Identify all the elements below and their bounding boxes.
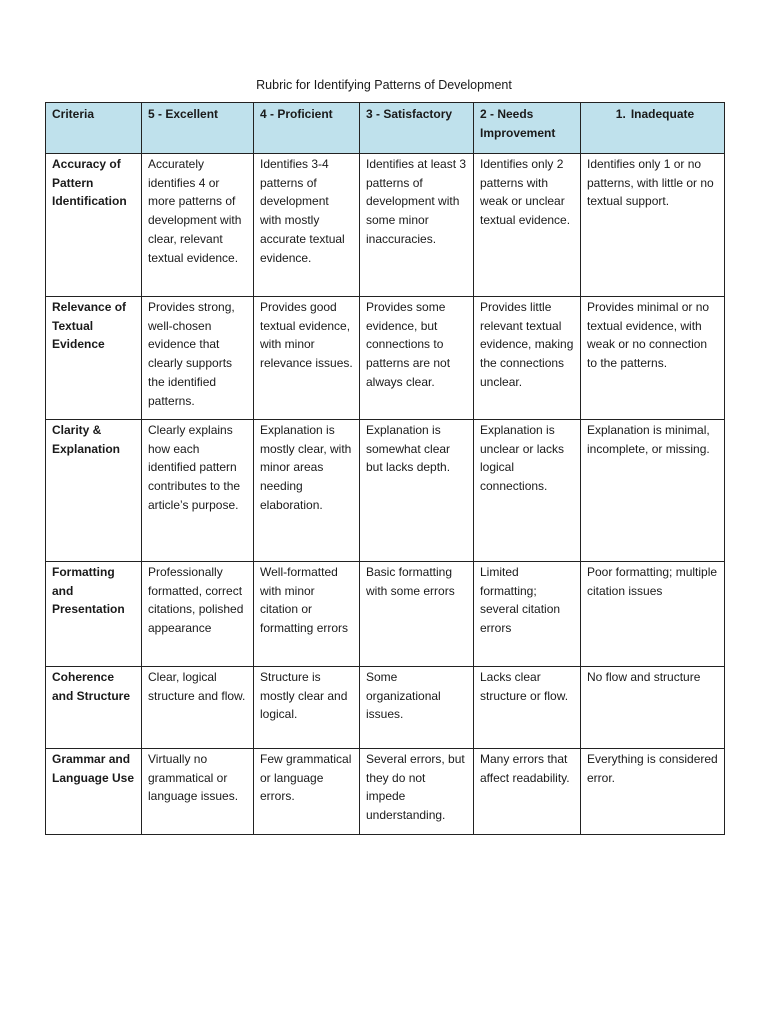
- document-title: Rubric for Identifying Patterns of Development: [256, 78, 512, 92]
- needs-improvement-cell: Limited formatting; several citation errors: [474, 562, 581, 667]
- rubric-table: [45, 102, 725, 835]
- satisfactory-cell: Some organizational issues.: [360, 667, 474, 749]
- needs-improvement-cell: Identifies only 2 patterns with weak or unclear textual evidence.: [474, 154, 581, 297]
- inadequate-cell: Poor formatting; multiple citation issues: [581, 562, 725, 667]
- criteria-cell: Formatting and Presentation: [46, 562, 142, 667]
- header-excellent: 5 - Excellent: [142, 103, 254, 154]
- criteria-cell: Coherence and Structure: [46, 667, 142, 749]
- inadequate-cell: Explanation is minimal, incomplete, or missing.: [581, 420, 725, 562]
- table-header-row: [46, 103, 725, 154]
- inadequate-cell: No flow and structure: [581, 667, 725, 749]
- proficient-cell: Identifies 3-4 patterns of development with mostly accurate textual evidence.: [254, 154, 360, 297]
- table-row: [46, 420, 725, 562]
- excellent-cell: Provides strong, well-chosen evidence that clearly supports the identified patterns.: [142, 297, 254, 420]
- table-row: [46, 154, 725, 297]
- header-proficient: 4 - Proficient: [254, 103, 360, 154]
- satisfactory-cell: Basic formatting with some errors: [360, 562, 474, 667]
- criteria-cell: Accuracy of Pattern Identification: [46, 154, 142, 297]
- needs-improvement-cell: Provides little relevant textual evidence, making the connections unclear.: [474, 297, 581, 420]
- header-inadequate-number: 1.: [615, 107, 626, 121]
- proficient-cell: Structure is mostly clear and logical.: [254, 667, 360, 749]
- inadequate-cell: Everything is considered error.: [581, 749, 725, 835]
- table-row: [46, 667, 725, 749]
- proficient-cell: Few grammatical or language errors.: [254, 749, 360, 835]
- excellent-cell: Accurately identifies 4 or more patterns of development with clear, relevant textual evidence.: [142, 154, 254, 297]
- satisfactory-cell: Several errors, but they do not impede understanding.: [360, 749, 474, 835]
- criteria-cell: Grammar and Language Use: [46, 749, 142, 835]
- header-criteria: Criteria: [46, 103, 142, 154]
- inadequate-cell: Identifies only 1 or no patterns, with little or no textual support.: [581, 154, 725, 297]
- proficient-cell: Provides good textual evidence, with minor relevance issues.: [254, 297, 360, 420]
- needs-improvement-cell: Explanation is unclear or lacks logical connections.: [474, 420, 581, 562]
- proficient-cell: Well-formatted with minor citation or formatting errors: [254, 562, 360, 667]
- needs-improvement-cell: Many errors that affect readability.: [474, 749, 581, 835]
- header-needs-improvement: 2 - Needs Improvement: [474, 103, 581, 154]
- criteria-cell: Clarity & Explanation: [46, 420, 142, 562]
- inadequate-cell: Provides minimal or no textual evidence, with weak or no connection to the patterns.: [581, 297, 725, 420]
- excellent-cell: Clearly explains how each identified pattern contributes to the article’s purpose.: [142, 420, 254, 562]
- excellent-cell: Professionally formatted, correct citations, polished appearance: [142, 562, 254, 667]
- satisfactory-cell: Provides some evidence, but connections to patterns are not always clear.: [360, 297, 474, 420]
- criteria-cell: Relevance of Textual Evidence: [46, 297, 142, 420]
- header-satisfactory: 3 - Satisfactory: [360, 103, 474, 154]
- needs-improvement-cell: Lacks clear structure or flow.: [474, 667, 581, 749]
- header-inadequate-label: Inadequate: [630, 107, 695, 121]
- excellent-cell: Clear, logical structure and flow.: [142, 667, 254, 749]
- header-inadequate: [581, 103, 725, 154]
- table-row: [46, 749, 725, 835]
- proficient-cell: Explanation is mostly clear, with minor areas needing elaboration.: [254, 420, 360, 562]
- satisfactory-cell: Explanation is somewhat clear but lacks depth.: [360, 420, 474, 562]
- excellent-cell: Virtually no grammatical or language issues.: [142, 749, 254, 835]
- table-row: [46, 297, 725, 420]
- satisfactory-cell: Identifies at least 3 patterns of development with some minor inaccuracies.: [360, 154, 474, 297]
- table-row: [46, 562, 725, 667]
